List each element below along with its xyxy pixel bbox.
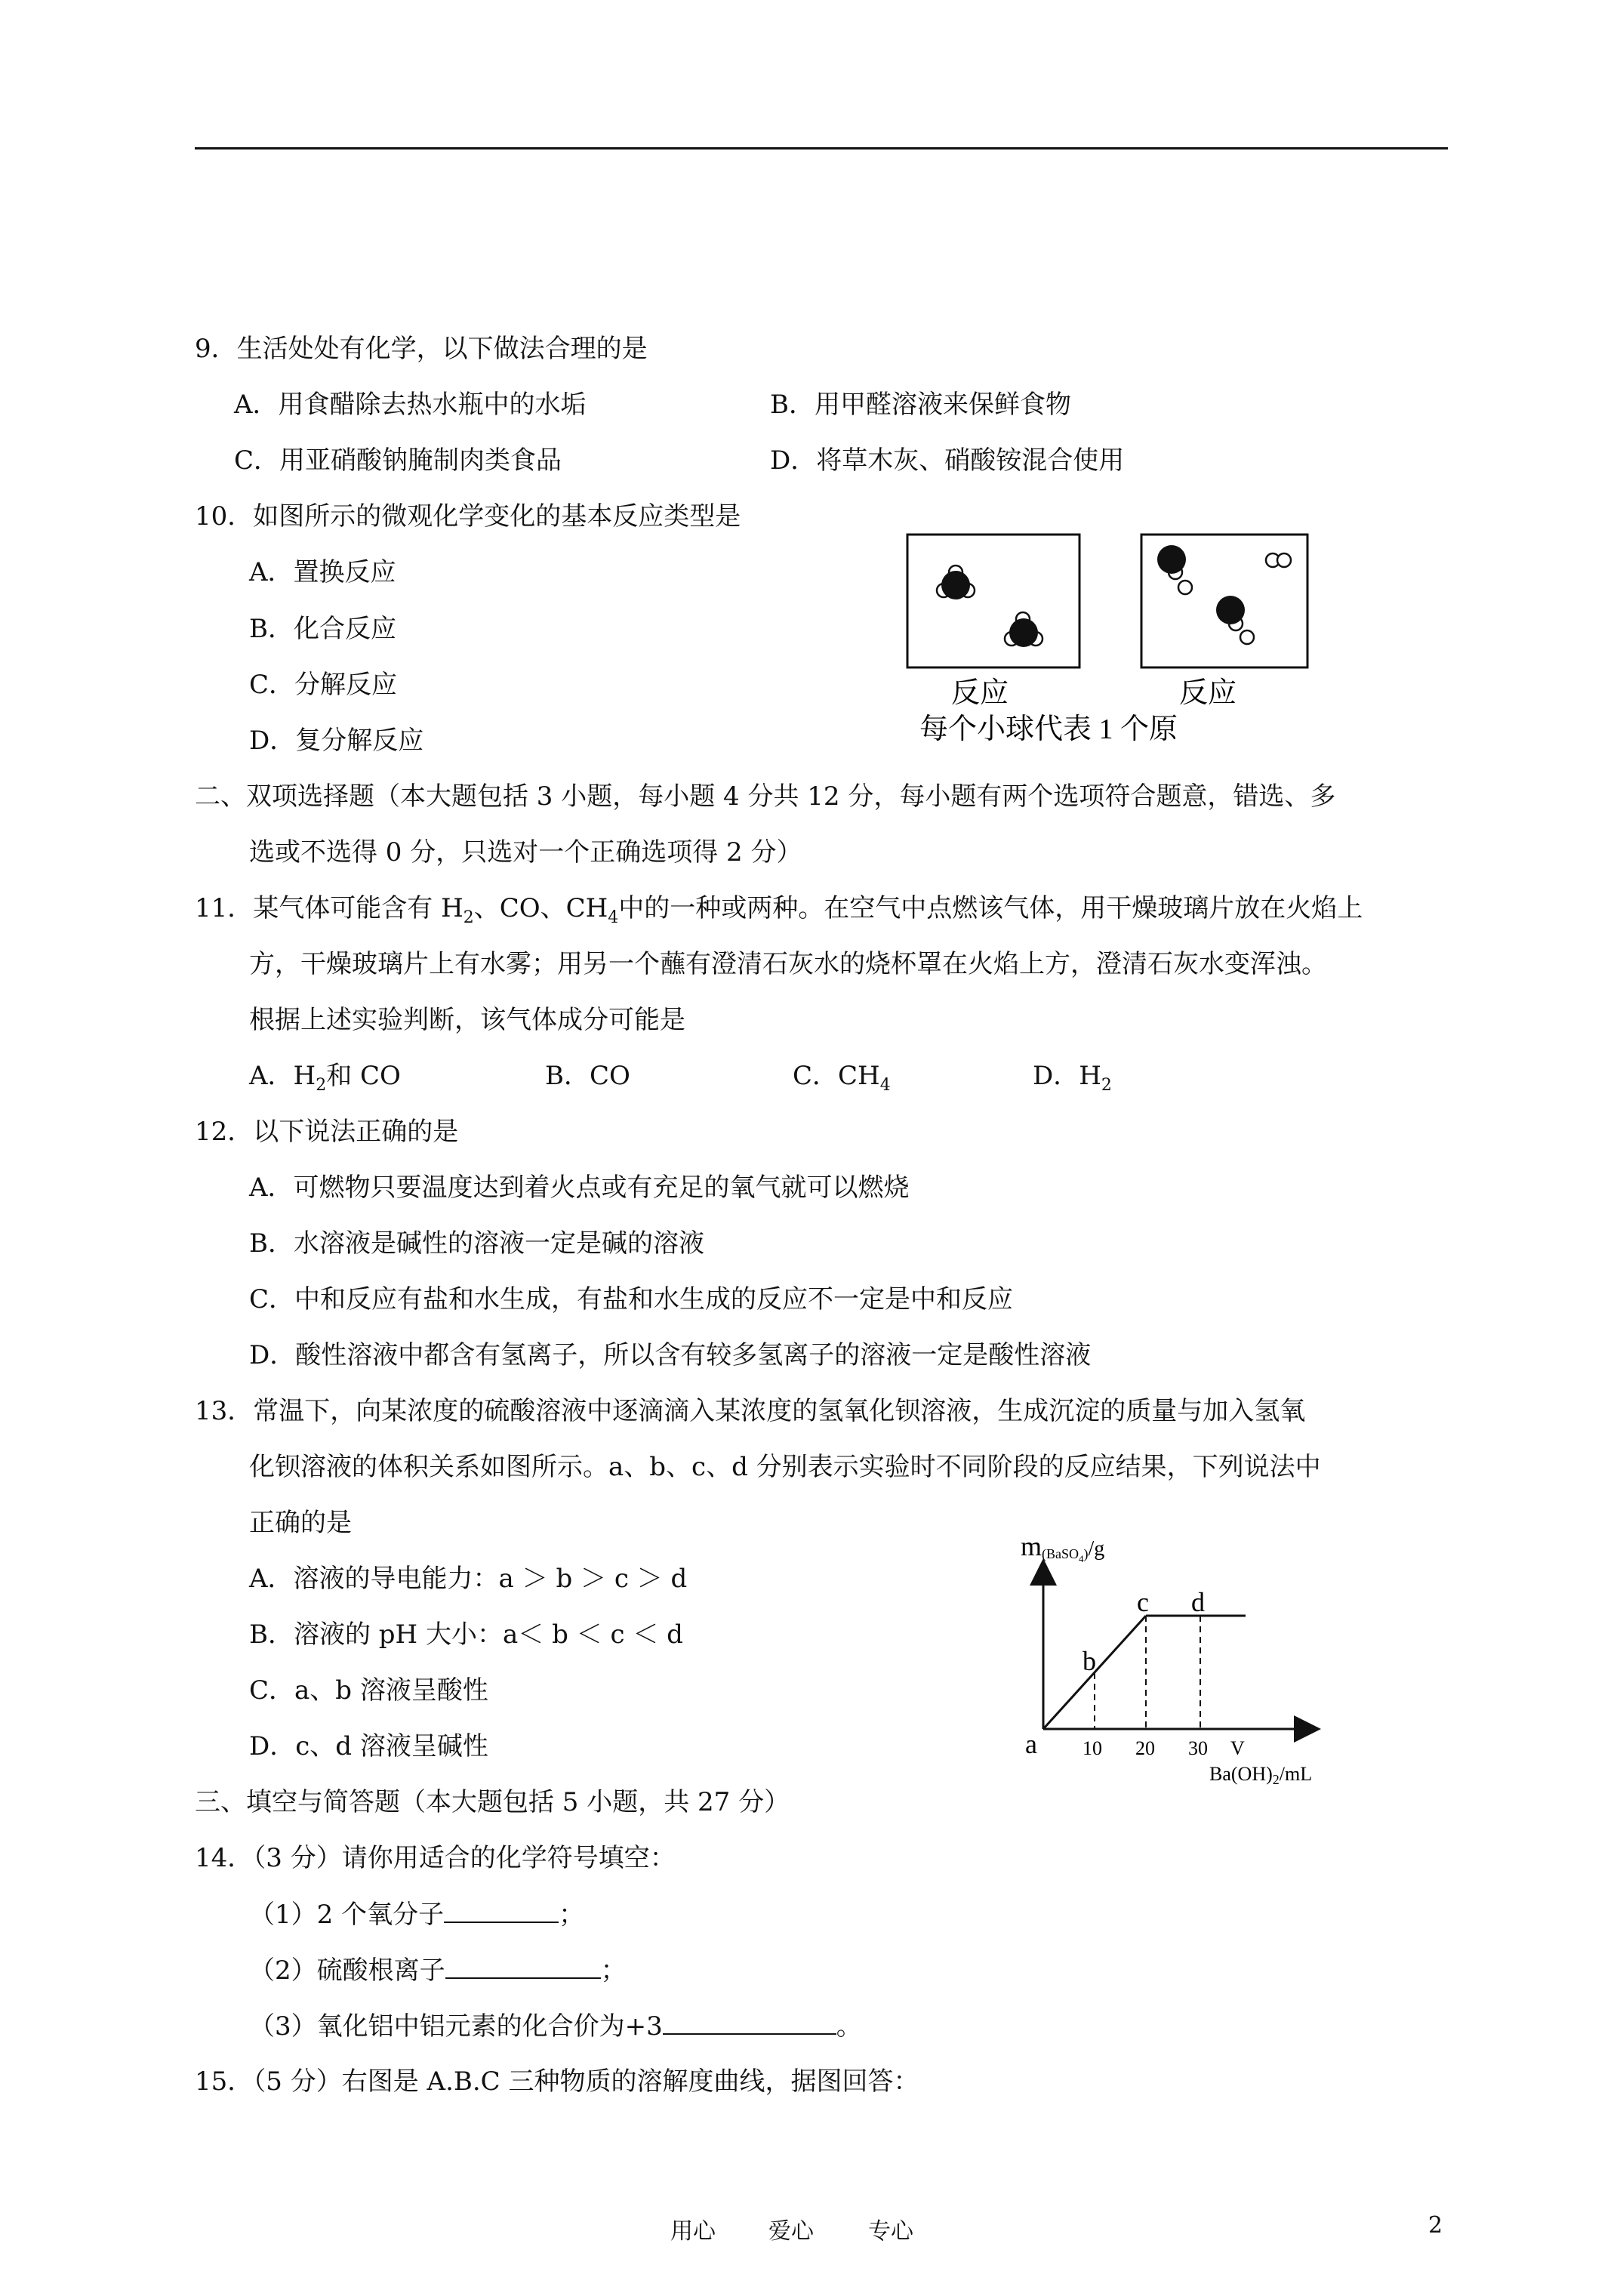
molecule-after-diatomic: [1266, 553, 1291, 567]
q14-part1: （1）2 个氧分子 ；: [249, 1900, 585, 1930]
q15-stem: 15．（5 分）右图是 A.B.C 三种物质的溶解度曲线，据图回答：: [195, 2066, 919, 2097]
q9-stem: 9．生活处处有化学，以下做法合理的是: [195, 334, 648, 364]
point-a: a: [1025, 1729, 1037, 1759]
q9-option-d: D．将草木灰、硝酸铵混合使用: [770, 445, 1125, 476]
page-number: 2: [1428, 2212, 1443, 2239]
q12-option-b: B．水溶液是碱性的溶液一定是碱的溶液: [249, 1228, 704, 1259]
section2-title: 二、双项选择题（本大题包括 3 小题，每小题 4 分共 12 分，每小题有两个选项符合题意，错选、多: [195, 781, 1336, 812]
point-d: d: [1191, 1587, 1205, 1617]
q11-line1: 11．某气体可能含有 $H_2$、CO、$CH_4$中的一种或两种。在空气中点燃该气体，用干燥玻璃片放在火焰上: [195, 893, 1363, 927]
q13-option-c: C．a、b 溶液呈酸性: [249, 1675, 488, 1706]
footer-text-1: 用心: [670, 2218, 716, 2245]
section3-title: 三、填空与简答题（本大题包括 5 小题，共 27 分）: [195, 1787, 790, 1817]
q14-stem: 14．（3 分）请你用适合的化学符号填空：: [195, 1843, 676, 1873]
reaction-figure: [898, 529, 1321, 755]
figure-caption: 每个小球代表 1 个原: [919, 713, 1178, 745]
q12-option-d: D．酸性溶液中都含有氢离子，所以含有较多氢离子的溶液一定是酸性溶液: [249, 1340, 1092, 1370]
q13-line1: 13．常温下，向某浓度的硫酸溶液中逐滴滴入某浓度的氢氧化钡溶液，生成沉淀的质量与加入氢氧: [195, 1396, 1306, 1426]
q11-option-b: B．CO: [545, 1061, 630, 1091]
q14-part2: （2）硫酸根离子 ；: [249, 1955, 627, 1986]
q10-option-a: A．置换反应: [249, 557, 396, 587]
figure-label-right: 反应: [1179, 677, 1237, 709]
before-box: [907, 535, 1079, 667]
answer-blank-1[interactable]: [444, 1899, 559, 1923]
q10-option-b: B．化合反应: [249, 614, 396, 644]
q9-option-a: A．用食醋除去热水瓶中的水垢: [234, 390, 587, 420]
section2-title-cont: 选或不选得 0 分，只选对一个正确选项得 2 分）: [249, 837, 802, 868]
q10-option-d: D．复分解反应: [249, 726, 424, 756]
molecule-after-2: [1216, 596, 1254, 644]
q10-stem: 10．如图所示的微观化学变化的基本反应类型是: [195, 501, 741, 532]
point-b: b: [1083, 1646, 1096, 1676]
molecule-after-1: [1157, 545, 1192, 594]
q13-option-b: B．溶液的 pH 大小：a＜ b ＜ c ＜ d: [249, 1620, 683, 1650]
footer-text-2: 爱心: [768, 2218, 814, 2245]
x-v-label: V: [1230, 1737, 1245, 1759]
q11-option-d: D．$H_2$: [1033, 1061, 1112, 1095]
q11-line2: 方，干燥玻璃片上有水雾；用另一个蘸有澄清石灰水的烧杯罩在火焰上方，澄清石灰水变浑浊。: [249, 949, 1327, 979]
answer-blank-3[interactable]: [663, 2011, 836, 2035]
q9-option-c: C．用亚硝酸钠腌制肉类食品: [234, 445, 562, 476]
q9-option-b: B．用甲醛溶液来保鲜食物: [770, 390, 1071, 420]
q13-option-d: D．c、d 溶液呈碱性: [249, 1731, 488, 1761]
q11-line3: 根据上述实验判断，该气体成分可能是: [249, 1005, 685, 1035]
q12-option-a: A．可燃物只要温度达到着火点或有充足的氧气就可以燃烧: [249, 1173, 910, 1203]
tick-10: 10: [1083, 1737, 1102, 1759]
tick-30: 30: [1188, 1737, 1208, 1759]
molecule-before-1: [937, 566, 975, 599]
point-c: c: [1137, 1587, 1149, 1617]
q11-option-c: C．$CH_4$: [793, 1061, 891, 1095]
tick-20: 20: [1135, 1737, 1155, 1759]
precipitate-graph: [1012, 1518, 1359, 1789]
q11-option-a: A．$H_2$和 CO: [249, 1061, 401, 1095]
graph-y-label: m(BaSO4)/g: [1021, 1531, 1105, 1564]
q13-line3: 正确的是: [249, 1508, 352, 1538]
q12-option-c: C．中和反应有盐和水生成，有盐和水生成的反应不一定是中和反应: [249, 1284, 1014, 1314]
q12-stem: 12．以下说法正确的是: [195, 1117, 459, 1147]
molecule-before-2: [1005, 612, 1042, 647]
q13-line2: 化钡溶液的体积关系如图所示。a、b、c、d 分别表示实验时不同阶段的反应结果，下列说法中: [249, 1452, 1321, 1482]
q14-part3: （3）氧化铝中铝元素的化合价为+3 。: [249, 2011, 862, 2042]
figure-label-left: 反应: [951, 677, 1009, 709]
q10-option-c: C．分解反应: [249, 670, 398, 700]
footer-text-3: 专心: [868, 2218, 913, 2245]
graph-x-label: Ba(OH)2/mL: [1209, 1763, 1313, 1787]
answer-blank-2[interactable]: [445, 1955, 601, 1979]
q13-option-a: A．溶液的导电能力：a ＞ b ＞ c ＞ d: [249, 1564, 688, 1594]
header-rule: [195, 147, 1448, 149]
